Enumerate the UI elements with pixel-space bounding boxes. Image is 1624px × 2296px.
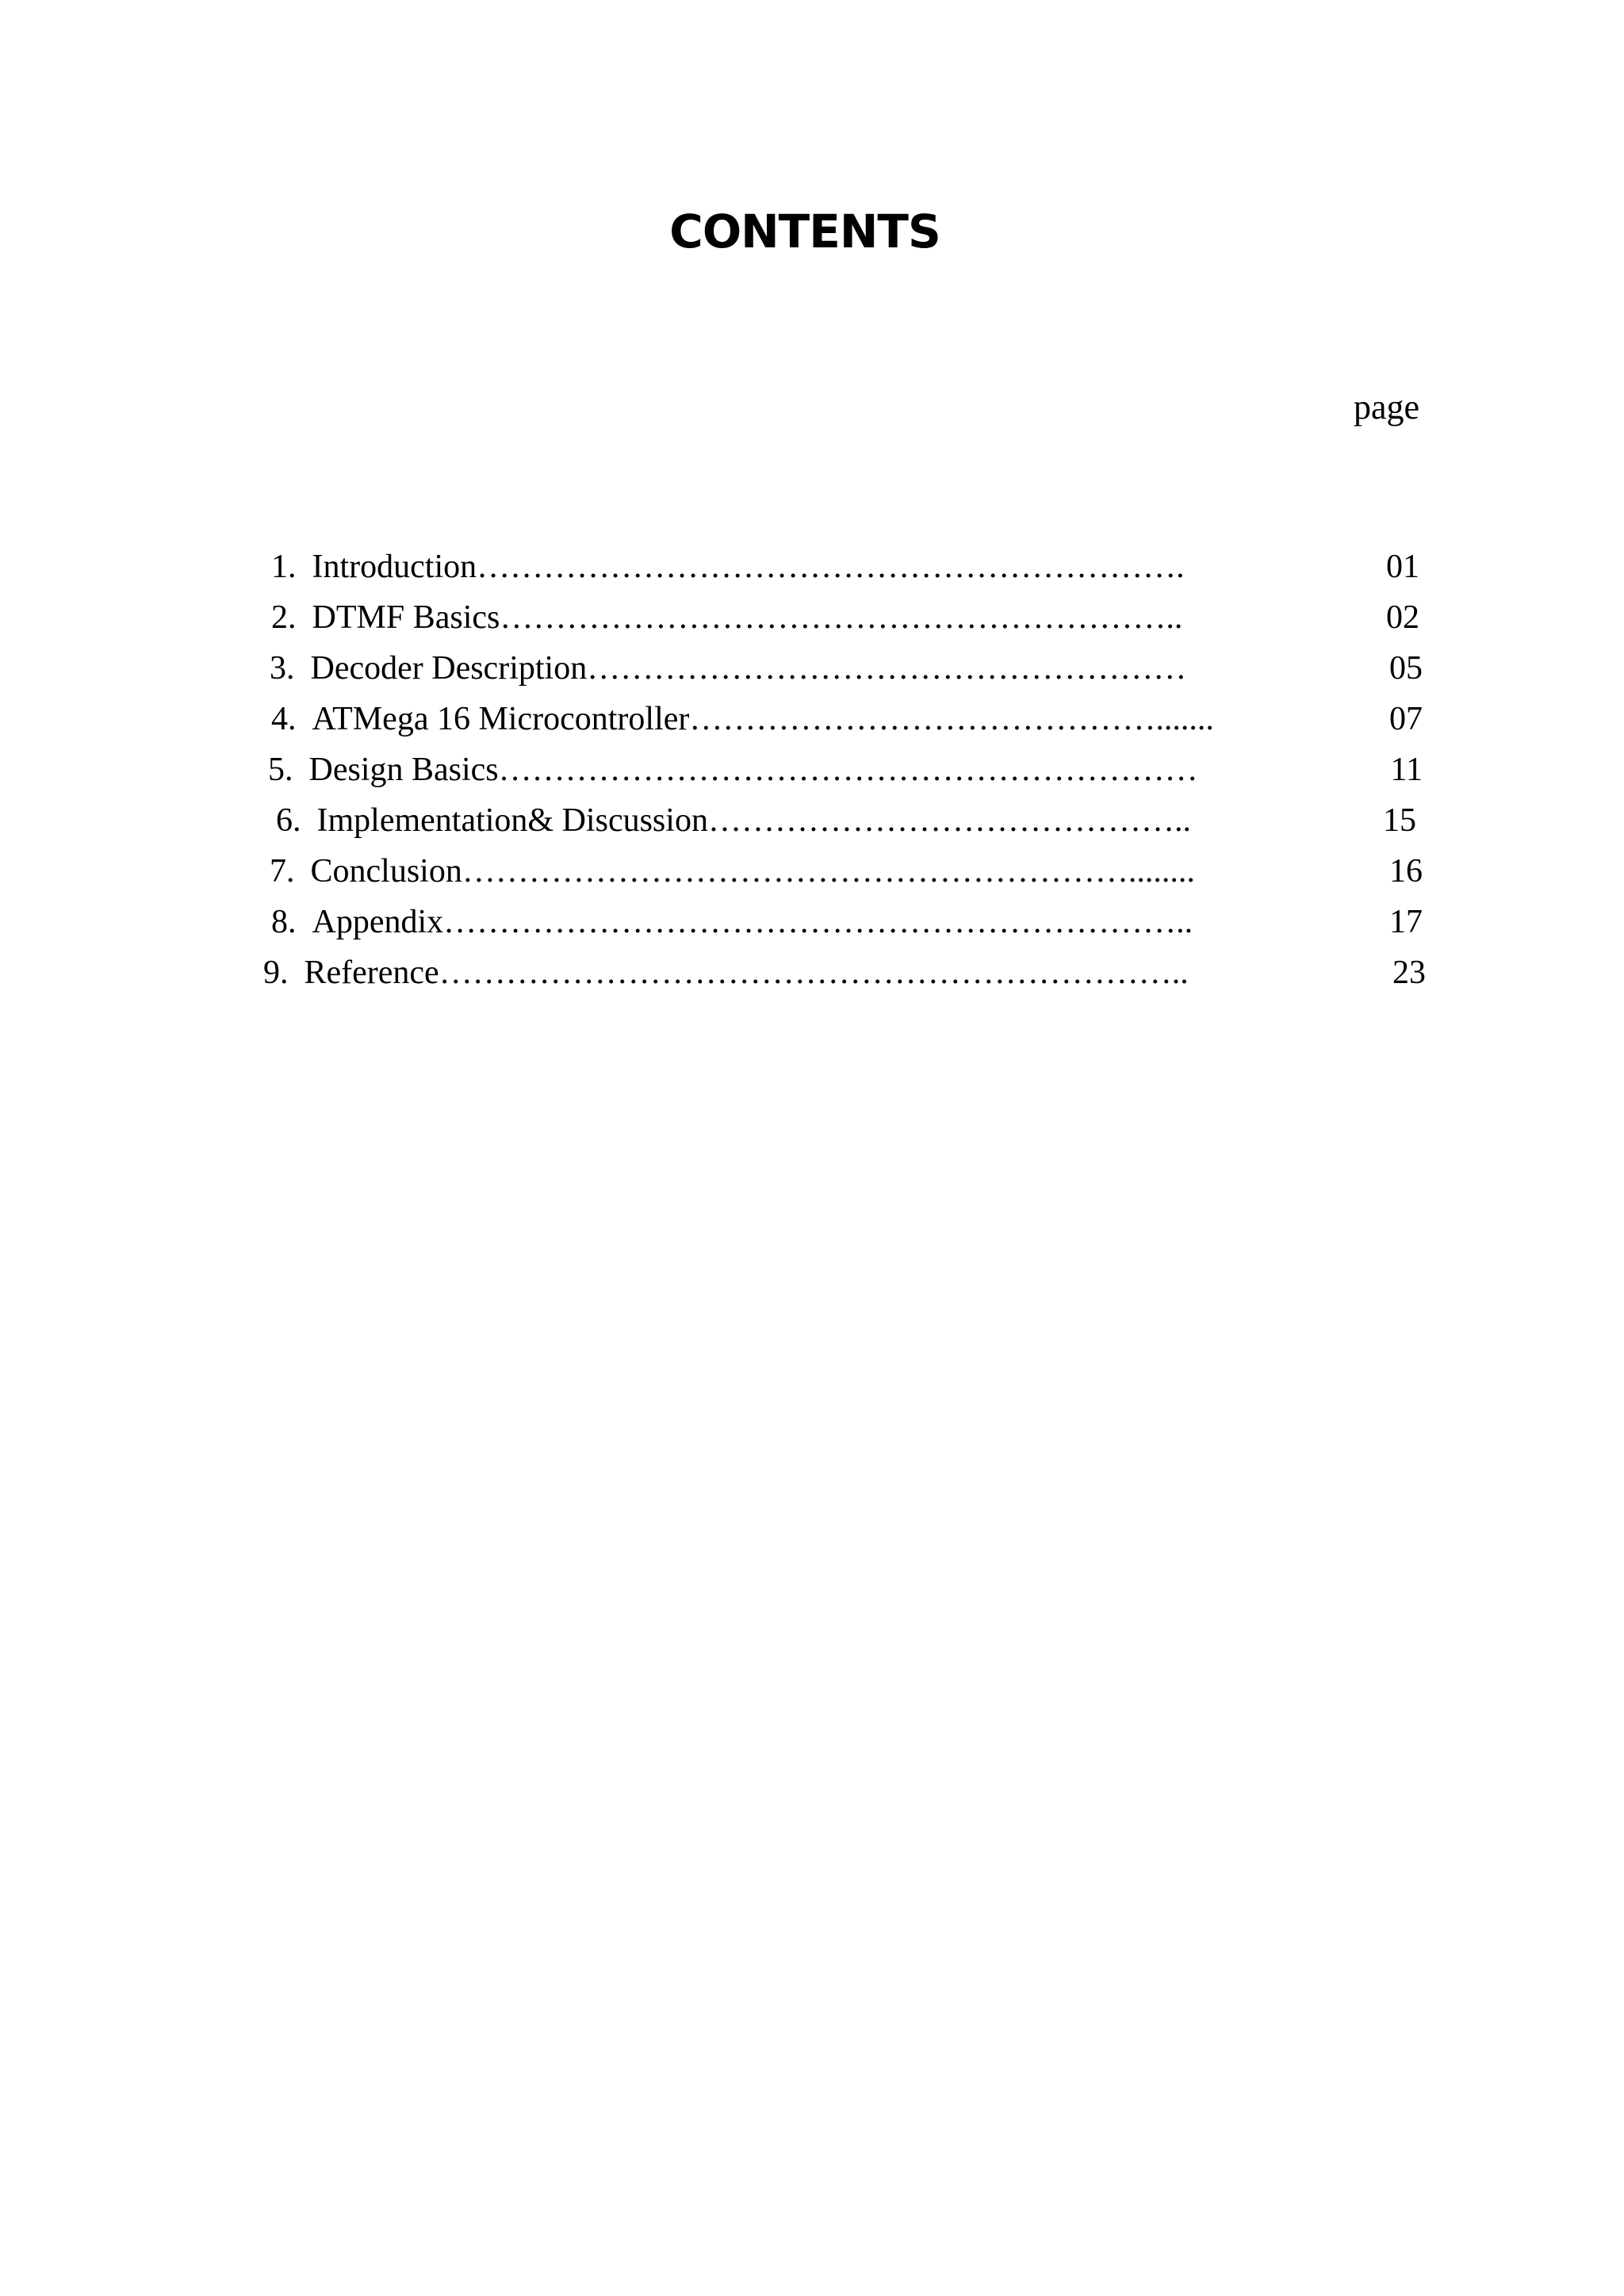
toc-entry-appendix[interactable] bbox=[271, 901, 1423, 943]
toc-entry-number: 5. bbox=[268, 752, 293, 788]
toc-entry-leader: ………………………………………………………….. bbox=[439, 955, 1189, 991]
toc-entry-number: 8. bbox=[271, 904, 297, 940]
toc-entry-number: 2. bbox=[271, 599, 297, 636]
toc-entry-design-basics[interactable] bbox=[268, 748, 1423, 791]
toc-entry-title: Design Basics bbox=[308, 752, 499, 788]
toc-entry-leader: ……………………………………………… bbox=[587, 650, 1187, 687]
toc-entry-decoder-description[interactable] bbox=[270, 647, 1423, 690]
toc-entry-leader: ………………………………………………………….. bbox=[443, 904, 1193, 940]
toc-entry-title: Introduction bbox=[312, 549, 477, 585]
toc-entry-leader: ……………………………………………………........ bbox=[462, 853, 1195, 890]
toc-entry-page: 07 bbox=[1389, 701, 1423, 737]
toc-entry-number: 7. bbox=[270, 853, 295, 890]
toc-entry-title: Decoder Description bbox=[310, 650, 588, 687]
toc-entry-number: 1. bbox=[271, 549, 297, 585]
table-of-contents bbox=[0, 0, 1624, 1031]
toc-entry-leader: …………………………………….. bbox=[707, 802, 1191, 839]
page-title: CONTENTS bbox=[669, 205, 940, 258]
toc-entry-conclusion[interactable] bbox=[270, 850, 1423, 893]
toc-entry-number: 3. bbox=[270, 650, 295, 687]
toc-entry-title: Appendix bbox=[312, 904, 444, 940]
toc-entry-page: 11 bbox=[1390, 752, 1423, 788]
toc-entry-introduction[interactable] bbox=[271, 545, 1419, 588]
page-column-label: page bbox=[1353, 388, 1419, 427]
toc-entry-leader: ……………………………………………………… bbox=[498, 752, 1198, 788]
toc-entry-page: 02 bbox=[1386, 599, 1419, 636]
toc-entry-title: DTMF Basics bbox=[312, 599, 500, 636]
toc-entry-page: 23 bbox=[1392, 955, 1426, 991]
toc-entry-page: 16 bbox=[1389, 853, 1423, 890]
toc-entry-title: Reference bbox=[304, 955, 439, 991]
toc-entry-reference[interactable] bbox=[263, 951, 1426, 994]
toc-entry-dtmf-basics[interactable] bbox=[271, 596, 1419, 639]
toc-entry-atmega-16[interactable] bbox=[271, 698, 1423, 740]
toc-entry-page: 01 bbox=[1386, 549, 1419, 585]
toc-entry-implementation[interactable] bbox=[276, 799, 1416, 842]
toc-entry-title: Implementation& Discussion bbox=[316, 802, 708, 839]
toc-entry-number: 4. bbox=[271, 701, 297, 737]
toc-entry-number: 6. bbox=[276, 802, 301, 839]
toc-entry-page: 15 bbox=[1383, 802, 1416, 839]
toc-entry-page: 17 bbox=[1389, 904, 1423, 940]
toc-entry-page: 05 bbox=[1389, 650, 1423, 687]
toc-entry-title: Conclusion bbox=[310, 853, 462, 890]
toc-entry-leader: ……………………………………....... bbox=[689, 701, 1214, 737]
toc-entry-number: 9. bbox=[263, 955, 289, 991]
toc-entry-leader: ………………………………………………………. bbox=[477, 549, 1185, 585]
toc-entry-title: ATMega 16 Microcontroller bbox=[312, 701, 690, 737]
toc-entry-leader: …………………………………………………….. bbox=[500, 599, 1183, 636]
